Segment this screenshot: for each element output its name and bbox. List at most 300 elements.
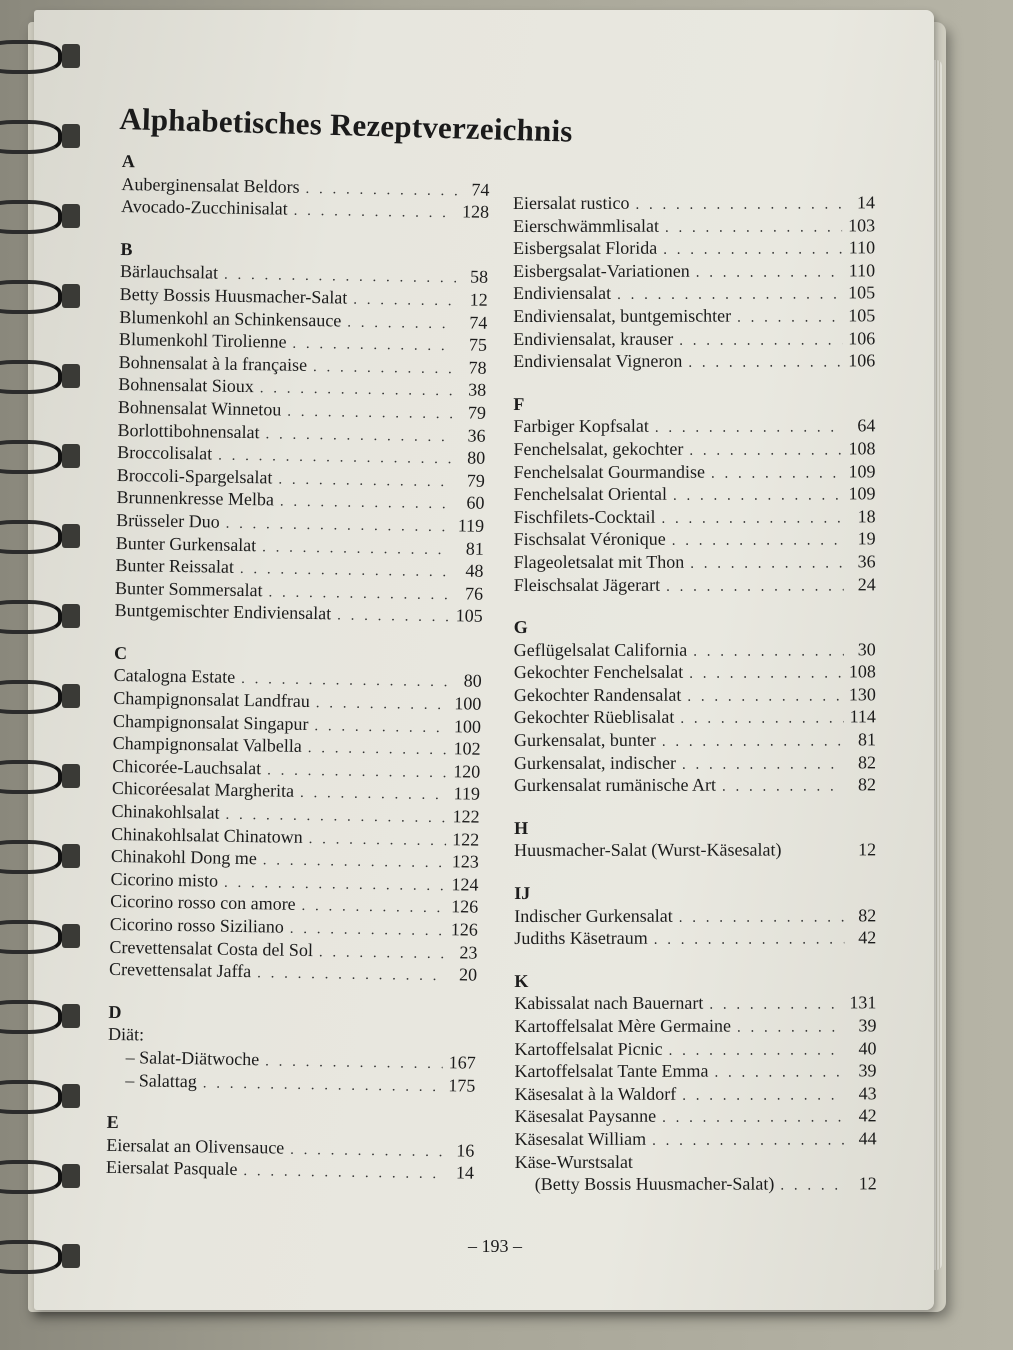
- punch-hole: [62, 204, 80, 228]
- recipe-page-number: 18: [857, 506, 876, 527]
- recipe-page-number: 74: [471, 179, 490, 200]
- section-letter: H: [514, 817, 529, 838]
- recipe-name: Bunter Gurkensalat: [115, 532, 257, 555]
- recipe-name: Brunnenkresse Melba: [116, 487, 275, 510]
- leader-dots: [293, 200, 456, 225]
- recipe-page-number: 76: [464, 583, 484, 604]
- index-entry: [514, 638, 876, 661]
- index-section: [121, 150, 490, 224]
- leader-dots: [680, 708, 843, 731]
- recipe-page-number: 43: [858, 1083, 877, 1104]
- recipe-page-number: 100: [454, 693, 482, 714]
- recipe-name: Buntgemischter Endiviensalat: [114, 600, 332, 624]
- recipe-page-number: 120: [453, 761, 481, 782]
- recipe-name: Endiviensalat, buntgemischter: [513, 305, 732, 326]
- recipe-name: Endiviensalat Vigneron: [513, 350, 683, 372]
- recipe-name: Fenchelsalat Oriental: [513, 483, 667, 505]
- page-number: – 193 –: [468, 1236, 522, 1256]
- recipe-name: Catalogna Estate: [113, 665, 236, 688]
- index-entry: [514, 505, 876, 528]
- recipe-page-number: 105: [848, 282, 876, 303]
- index-entry: [514, 751, 876, 774]
- recipe-page-number: 126: [450, 896, 479, 918]
- recipe-name: Fenchelsalat Gourmandise: [513, 461, 705, 482]
- leader-dots: [711, 462, 843, 485]
- leader-dots: [688, 352, 842, 375]
- recipe-name: Käsesalat Paysanne: [514, 1106, 657, 1127]
- index-entry: [514, 683, 876, 706]
- binding-ring: [0, 600, 62, 634]
- recipe-page-number: 39: [858, 1015, 877, 1036]
- recipe-name: Diät:: [107, 1024, 145, 1045]
- section-letter: E: [106, 1112, 119, 1133]
- recipe-page-number: 19: [857, 528, 876, 549]
- recipe-name: Eiersalat rustico: [513, 192, 630, 213]
- index-entry: [513, 437, 875, 460]
- leader-dots: [309, 828, 447, 853]
- recipe-page-number: 82: [857, 752, 877, 773]
- binding-ring: [0, 920, 62, 954]
- index-entry: [513, 327, 875, 350]
- binding-ring: [0, 680, 62, 714]
- recipe-name: Fischfilets-Cocktail: [513, 506, 656, 527]
- recipe-page-number: 12: [858, 1173, 877, 1194]
- leader-dots: [679, 906, 845, 929]
- recipe-page-number: 36: [857, 551, 876, 572]
- index-entry: [513, 350, 875, 373]
- index-entry: [513, 259, 875, 282]
- leader-dots: [672, 530, 844, 553]
- recipe-page-number: 58: [469, 266, 489, 288]
- index-entry: [514, 528, 876, 551]
- index-section: [106, 1111, 475, 1185]
- recipe-name: Eierschwämmlisalat: [513, 215, 660, 236]
- section-gap: [514, 949, 876, 970]
- index-entry: [513, 282, 875, 305]
- recipe-name: Crevettensalat Jaffa: [108, 959, 252, 982]
- leader-dots: [292, 333, 455, 358]
- recipe-page-number: 100: [453, 715, 482, 737]
- leader-dots: [240, 558, 452, 584]
- recipe-name: Bohnensalat Sioux: [118, 374, 254, 397]
- recipe-page-number: 130: [848, 684, 876, 705]
- section-gap: [513, 372, 875, 393]
- leader-dots: [301, 895, 445, 920]
- recipe-name: Chicorée-Lauchsalat: [112, 755, 262, 779]
- leader-dots: [679, 329, 842, 352]
- recipe-name: Käsesalat William: [514, 1128, 647, 1149]
- index-entry: [514, 1037, 876, 1060]
- recipe-page-number: 81: [857, 729, 876, 750]
- recipe-name: Käse-Wurstsalat: [514, 1151, 633, 1172]
- recipe-page-number: 42: [858, 927, 877, 948]
- recipe-name: Endiviensalat, krauser: [513, 328, 674, 349]
- recipe-page-number: 14: [857, 192, 876, 213]
- leader-dots: [737, 1016, 844, 1039]
- binding-ring: [0, 360, 62, 394]
- leader-dots: [203, 1072, 443, 1098]
- recipe-name: Gurkensalat rumänische Art: [514, 774, 716, 796]
- recipe-page-number: 60: [466, 492, 485, 514]
- punch-hole: [62, 684, 80, 708]
- index-entry: [514, 904, 876, 927]
- recipe-name: Fleischsalat Jägerart: [513, 574, 661, 595]
- binding-ring: [0, 1000, 62, 1034]
- leader-dots: [737, 306, 842, 329]
- recipe-page-number: 38: [468, 379, 487, 401]
- recipe-name: Huusmacher-Salat (Wurst-Käsesalat): [514, 839, 782, 861]
- index-entry: [513, 191, 875, 214]
- index-entry: [513, 214, 875, 237]
- recipe-page-number: 78: [468, 357, 487, 378]
- leader-dots: [635, 193, 843, 216]
- section-letter: B: [120, 238, 133, 259]
- section-letter: A: [121, 150, 135, 172]
- index-section: [514, 615, 876, 796]
- binding-ring: [0, 520, 62, 554]
- recipe-name: Broccolisalat: [117, 442, 213, 464]
- recipe-name: Crevettensalat Costa del Sol: [109, 936, 314, 960]
- recipe-page-number: 20: [458, 964, 478, 985]
- leader-dots: [260, 378, 455, 404]
- recipe-page-number: 109: [848, 483, 876, 504]
- section-letter: IJ: [514, 883, 531, 904]
- recipe-page-number: 102: [453, 738, 481, 759]
- punch-hole: [62, 1004, 80, 1028]
- recipe-page-number: 103: [848, 214, 876, 236]
- recipe-name: Farbiger Kopfsalat: [513, 416, 649, 437]
- leader-dots: [662, 730, 844, 753]
- recipe-name: Auberginensalat Beldors: [121, 173, 300, 197]
- recipe-name: Kartoffelsalat Picnic: [514, 1038, 663, 1059]
- recipe-page-number: 81: [465, 537, 484, 559]
- index-entry: [514, 573, 876, 596]
- recipe-page-number: 122: [452, 806, 480, 827]
- recipe-page-number: 44: [858, 1128, 877, 1149]
- recipe-page-number: 14: [455, 1162, 475, 1183]
- recipe-name: Gekochter Randensalat: [513, 684, 682, 705]
- leader-dots: [682, 1084, 844, 1107]
- index-entry: [514, 706, 876, 729]
- leader-dots: [287, 401, 454, 426]
- index-entry: [515, 1150, 877, 1173]
- recipe-name: Bunter Reissalat: [115, 555, 235, 577]
- recipe-page-number: 123: [451, 851, 480, 872]
- binding-ring: [0, 1240, 62, 1274]
- recipe-page-number: 80: [467, 447, 486, 468]
- punch-hole: [62, 604, 80, 628]
- recipe-page-number: 12: [858, 839, 877, 860]
- index-entry: [515, 1060, 877, 1083]
- leader-dots: [617, 284, 842, 307]
- index-entry: [515, 1173, 877, 1196]
- leader-dots: [662, 1107, 845, 1130]
- punch-hole: [62, 1164, 80, 1188]
- recipe-name: Betty Bossis Huusmacher-Salat: [119, 283, 348, 308]
- recipe-name: Blumenkohl Tirolienne: [118, 329, 287, 352]
- recipe-page-number: 48: [465, 560, 484, 581]
- leader-dots: [300, 782, 448, 807]
- leader-dots: [709, 994, 843, 1017]
- index-entry: [514, 482, 876, 505]
- recipe-name: Cicorino rosso Siziliano: [109, 913, 284, 937]
- leader-dots: [265, 423, 453, 449]
- recipe-name: Cicorino rosso con amore: [110, 891, 296, 915]
- punch-hole: [62, 284, 80, 308]
- index-section: [109, 642, 482, 987]
- recipe-page-number: 109: [848, 460, 876, 481]
- leader-dots: [689, 439, 842, 462]
- binding-ring: [0, 440, 62, 474]
- recipe-page-number: 36: [467, 424, 486, 446]
- recipe-page-number: 30: [857, 639, 876, 660]
- recipe-name: Champignonsalat Valbella: [112, 733, 302, 757]
- index-section: [513, 191, 875, 372]
- recipe-name: (Betty Bossis Huusmacher-Salat): [534, 1173, 775, 1195]
- leader-dots: [319, 941, 446, 966]
- leader-dots: [696, 261, 843, 284]
- binding-ring: [0, 40, 62, 74]
- recipe-page-number: 80: [463, 670, 482, 692]
- index-column-left: [106, 150, 490, 1185]
- leader-dots: [655, 417, 844, 440]
- recipe-page-number: 24: [857, 573, 876, 594]
- index-entry: [514, 839, 876, 862]
- recipe-page-number: 105: [455, 605, 483, 627]
- punch-hole: [62, 364, 80, 388]
- recipe-name: Kartoffelsalat Mère Germaine: [514, 1015, 732, 1036]
- leader-dots: [150, 1041, 444, 1046]
- index-entry: [513, 460, 875, 483]
- recipe-page-number: 108: [848, 438, 876, 459]
- recipe-name: Champignonsalat Singapur: [112, 710, 309, 734]
- leader-dots: [347, 311, 455, 335]
- index-entry: [514, 1014, 876, 1037]
- punch-hole: [62, 44, 80, 68]
- leader-dots: [290, 1139, 442, 1164]
- recipe-name: Indischer Gurkensalat: [514, 905, 673, 926]
- recipe-page-number: 175: [448, 1074, 476, 1096]
- leader-dots: [243, 1160, 442, 1186]
- punch-hole: [62, 124, 80, 148]
- section-letter: C: [113, 642, 128, 664]
- leader-dots: [313, 356, 455, 381]
- recipe-page-number: 131: [849, 992, 877, 1013]
- index-entry: [515, 1127, 877, 1150]
- recipe-name: Endiviensalat: [513, 283, 612, 304]
- recipe-name: Geflügelsalat California: [513, 639, 688, 660]
- recipe-page-number: 106: [848, 350, 876, 371]
- leader-dots: [662, 507, 844, 530]
- recipe-page-number: 110: [848, 237, 876, 258]
- recipe-name: Gekochter Fenchelsalat: [513, 661, 684, 683]
- recipe-page-number: 74: [469, 312, 488, 333]
- index-entry: [515, 1082, 877, 1105]
- leader-dots: [669, 1039, 845, 1062]
- recipe-page-number: 82: [858, 904, 877, 926]
- leader-dots: [673, 485, 843, 508]
- leader-dots: [278, 468, 453, 493]
- index-entry: [514, 774, 876, 797]
- recipe-page-number: 23: [459, 941, 478, 963]
- leader-dots: [225, 513, 451, 539]
- section-letter: G: [513, 617, 528, 638]
- index-entry: [514, 550, 876, 573]
- leader-dots: [314, 715, 448, 740]
- punch-hole: [62, 444, 80, 468]
- leader-dots: [780, 1175, 844, 1198]
- index-entry: [513, 415, 875, 438]
- recipe-page-number: 42: [858, 1105, 877, 1126]
- recipe-page-number: 64: [857, 415, 876, 436]
- recipe-page-number: 114: [849, 706, 876, 727]
- binding-ring: [0, 760, 62, 794]
- leader-dots: [265, 1050, 443, 1075]
- recipe-name: Eisbergsalat-Variationen: [513, 260, 690, 281]
- recipe-name: Bärlauchsalat: [119, 261, 219, 283]
- leader-dots: [257, 962, 445, 988]
- section-gap: [514, 861, 876, 882]
- recipe-name: Gurkensalat, bunter: [513, 729, 656, 751]
- leader-dots: [687, 685, 843, 708]
- index-section: [107, 1001, 476, 1097]
- section-letter: F: [513, 393, 525, 414]
- recipe-page-number: 12: [469, 289, 488, 310]
- recipe-name: Gekochter Rüeblisalat: [513, 707, 675, 728]
- index-entry: [513, 304, 875, 327]
- recipe-name: Blumenkohl an Schinkensauce: [119, 306, 342, 331]
- leader-dots: [308, 737, 448, 762]
- recipe-name: Bohnensalat à la française: [118, 351, 308, 375]
- binding-ring: [0, 120, 62, 154]
- recipe-name: Champignonsalat Landfrau: [113, 687, 310, 712]
- index-entry: [514, 661, 876, 684]
- recipe-page-number: 105: [848, 305, 876, 326]
- section-letter: D: [108, 1001, 122, 1022]
- recipe-name: Bunter Sommersalat: [114, 577, 263, 600]
- recipe-page-number: 110: [848, 260, 876, 281]
- section-gap: [514, 796, 876, 817]
- punch-hole: [62, 1084, 80, 1108]
- recipe-name: Kabissalat nach Bauernart: [514, 993, 704, 1014]
- index-column-right: [513, 191, 877, 1195]
- recipe-page-number: 124: [451, 874, 479, 895]
- punch-hole: [62, 924, 80, 948]
- binding-ring: [0, 280, 62, 314]
- index-entry: [513, 237, 875, 260]
- index-section: [514, 881, 876, 949]
- leader-dots: [280, 491, 453, 516]
- recipe-name: – Salat-Diätwoche: [125, 1047, 260, 1070]
- leader-dots: [689, 663, 843, 686]
- recipe-page-number: 126: [450, 919, 478, 940]
- index-entry: [514, 992, 876, 1015]
- index-entry: [515, 1105, 877, 1128]
- leader-dots: [652, 1129, 845, 1152]
- leader-dots: [715, 1062, 845, 1085]
- binding-ring: [0, 1160, 62, 1194]
- leader-dots: [337, 605, 450, 629]
- leader-dots: [690, 552, 843, 575]
- recipe-name: Cicorino misto: [110, 868, 219, 891]
- recipe-name: Chinakohlsalat Chinatown: [111, 823, 303, 847]
- binding-ring: [0, 840, 62, 874]
- punch-hole: [62, 844, 80, 868]
- recipe-name: Borlottibohnensalat: [117, 419, 260, 442]
- recipe-name: Judiths Käsetraum: [514, 927, 648, 949]
- leader-dots: [263, 850, 446, 875]
- recipe-name: Chinakohl Dong me: [110, 846, 258, 869]
- binding-ring: [0, 200, 62, 234]
- recipe-name: Eiersalat Pasquale: [105, 1157, 238, 1180]
- recipe-name: Kartoffelsalat Tante Emma: [514, 1060, 709, 1082]
- recipe-name: Fenchelsalat, gekochter: [513, 438, 684, 459]
- recipe-page-number: 108: [848, 661, 876, 682]
- page-title: Alphabetisches Rezeptverzeichnis: [119, 100, 574, 149]
- leader-dots: [316, 692, 449, 717]
- index-section: [513, 392, 875, 596]
- index-section: [514, 816, 876, 862]
- recipe-page-number: 167: [448, 1052, 476, 1073]
- recipe-name: Chinakohlsalat: [111, 800, 220, 823]
- index-section: [115, 238, 489, 628]
- recipe-name: Flageoletsalat mit Thon: [513, 551, 685, 572]
- recipe-page-number: 79: [467, 402, 487, 423]
- section-letter: K: [514, 970, 529, 991]
- recipe-page-number: 128: [461, 201, 490, 222]
- leader-dots: [682, 753, 844, 776]
- spiral-binding: [0, 30, 90, 1330]
- recipe-page-number: 106: [848, 327, 876, 348]
- index-section: [514, 969, 876, 1196]
- leader-dots: [262, 536, 452, 562]
- recipe-name: Eiersalat an Olivensauce: [106, 1134, 285, 1158]
- recipe-name: Broccoli-Spargelsalat: [116, 464, 273, 488]
- index-entry: [514, 927, 876, 950]
- recipe-page-number: 75: [468, 334, 488, 355]
- binding-ring: [0, 1080, 62, 1114]
- recipe-name: Gurkensalat, indischer: [513, 752, 676, 773]
- recipe-name: – Salattag: [125, 1069, 198, 1091]
- leader-dots: [654, 929, 845, 952]
- section-gap: [514, 595, 876, 616]
- recipe-page-number: 119: [457, 515, 485, 536]
- recipe-page-number: 39: [858, 1060, 877, 1081]
- leader-dots: [305, 177, 457, 202]
- leader-dots: [665, 216, 842, 239]
- punch-hole: [62, 524, 80, 548]
- leader-dots: [353, 289, 456, 313]
- recipe-page-number: 82: [858, 774, 877, 795]
- punch-hole: [62, 764, 80, 788]
- recipe-name: Avocado-Zucchinisalat: [120, 196, 288, 219]
- recipe-page-number: 122: [452, 828, 480, 850]
- leader-dots: [663, 239, 843, 262]
- recipe-name: Brüsseler Duo: [116, 509, 220, 532]
- leader-dots: [666, 575, 844, 598]
- punch-hole: [62, 1244, 80, 1268]
- recipe-name: Fischsalat Véronique: [513, 529, 666, 550]
- leader-dots: [722, 776, 844, 799]
- recipe-name: Käsesalat à la Waldorf: [514, 1083, 677, 1104]
- recipe-page-number: 40: [858, 1037, 877, 1058]
- recipe-page-number: 119: [453, 783, 481, 805]
- recipe-page-number: 16: [456, 1140, 475, 1161]
- recipe-name: Bohnensalat Winnetou: [117, 396, 282, 420]
- index-entry: [514, 728, 876, 751]
- recipe-name: Eisbergsalat Florida: [513, 237, 658, 259]
- leader-dots: [693, 640, 844, 663]
